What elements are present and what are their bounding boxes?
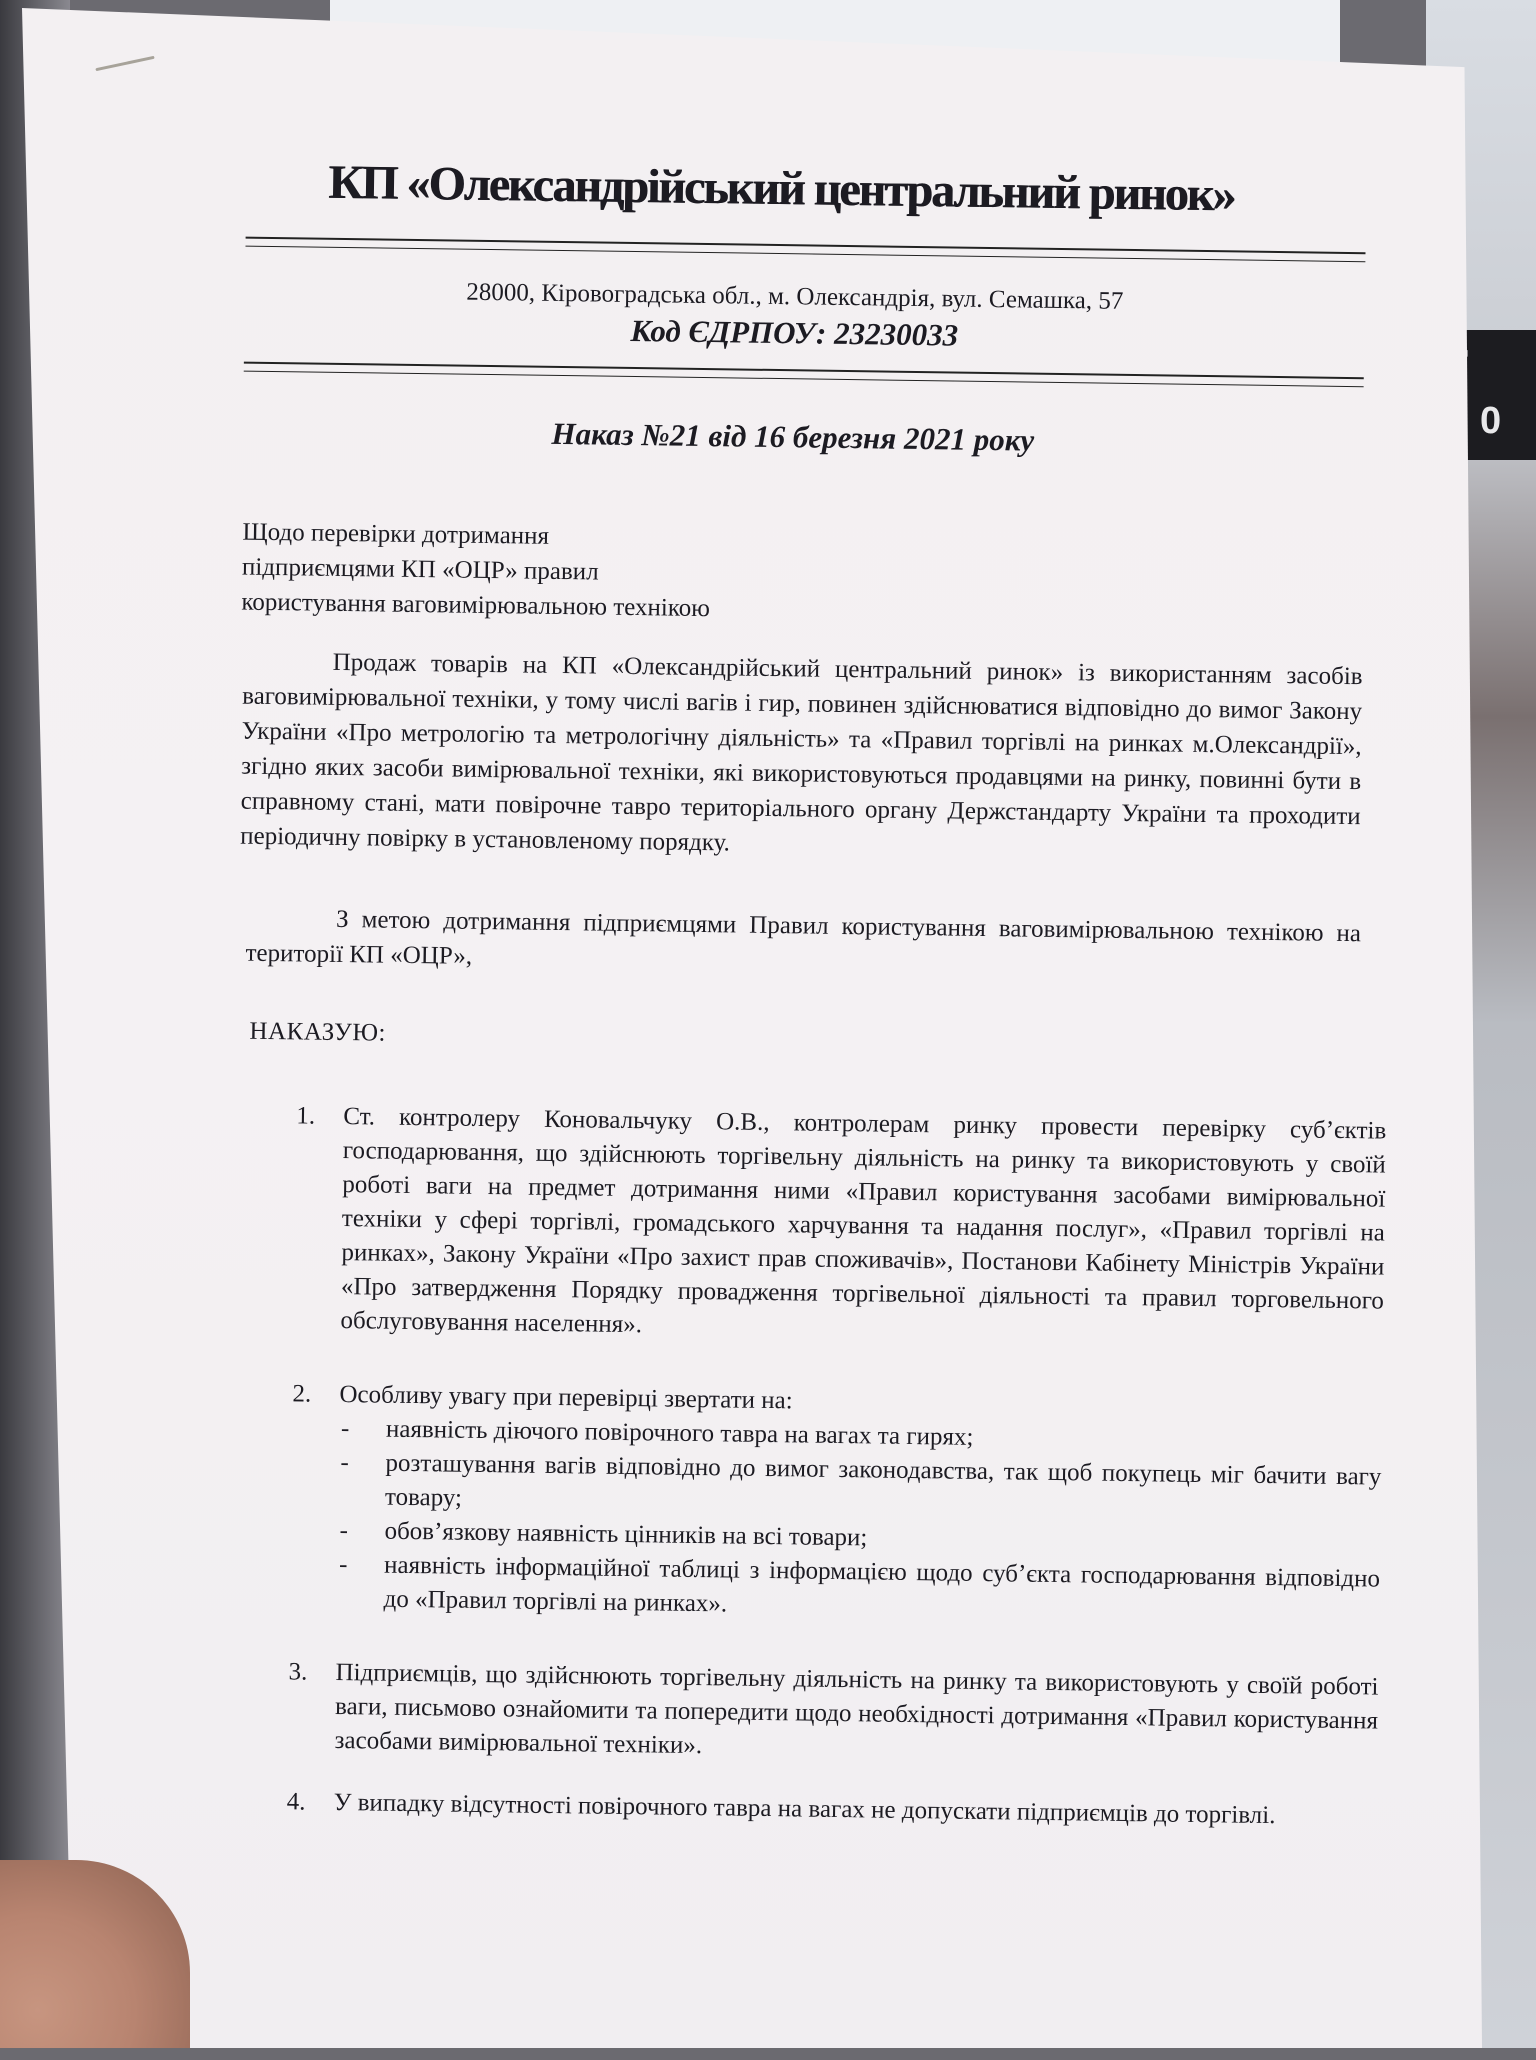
header-rule-thin [245, 246, 1365, 263]
subject-line: користування ваговимірювальною технікою [241, 588, 711, 623]
item-number: 3. [288, 1658, 308, 1686]
edrpou-code: Код ЄДРПОУ: 23230033 [630, 312, 959, 353]
bullet-item: - обов’язкову наявність цінників на всі товари; [337, 1514, 1380, 1563]
subject-line: підприємцями КП «ОЦР» правил [241, 553, 599, 586]
subject-line: Щодо перевірки дотримання [242, 518, 550, 550]
order-item [287, 1785, 1377, 1834]
order-title: Наказ №21 від 16 березня 2021 року [551, 415, 1035, 458]
bullet-item: - розташування вагів відповідно до вимог законодавства, так щоб покупець міг бачити вагу товару; [338, 1446, 1382, 1529]
paragraph-intro: Продаж товарів на КП «Олександрійський центральний ринок» із використанням засобів ваговимірювальної техніки, у тому числі вагів і гир, повинен здійснюватися відповідно до вимог Закону України «Про метрологію та метрологічну діяльність» та «Правил торгівлі на ринках м.Олександрії», згідно яких засоби вимірювальної техніки, які використовуються продавцями на ринку, повинні бути в справному стані, мати повірочне тавро територіального органу Держстандарту України та проходити періодичну повірку в установленому порядку. [240, 648, 1363, 857]
monitor-digit: 0 [1480, 400, 1502, 442]
item-number: 1. [296, 1102, 316, 1130]
item-text: Ст. контролеру Коновальчуку О.В., контролерам ринку провести перевірку суб’єктів господарювання, що здійснюють торгівельну діяльність на ринку та використовують у своїй роботі ваги на предмет дотримання ними «Правил користування засобами вимірювальної техніки у сфері торгівлі, громадського харчування та надання послуг», «Правил торгівлі на ринках», Закону України «Про захист прав споживачів», Постанови Кабінету Міністрів України «Про затвердження Порядку провадження торгівельної діяльності та правил торговельного обслуговування населення». [340, 1103, 1387, 1339]
item-number: 2. [292, 1380, 312, 1408]
paragraph-purpose: З метою дотримання підприємцями Правил користування ваговимірювальною технікою на території КП «ОЦР», [245, 905, 1362, 970]
item-bullets [336, 1412, 1382, 1631]
bullet-item: - наявність діючого повірочного тавра на вагах та гирях; [339, 1412, 1382, 1461]
header-rule-lower [244, 362, 1364, 380]
item-number: 4. [286, 1788, 306, 1816]
company-name: КП «Олександрійський центральний ринок» [327, 155, 1235, 222]
bullet-item: - наявність інформаційної таблиці з інформацією щодо суб’єкта господарювання відповідно до «Правил торгівлі на ринках». [336, 1548, 1380, 1631]
header-rule-lower-thin [244, 371, 1364, 388]
order-item [293, 1099, 1386, 1352]
decree-heading: НАКАЗУЮ: [249, 1017, 387, 1047]
item-text: Особливу увагу при перевірці звертати на: [339, 1381, 793, 1415]
order-subject [241, 515, 711, 627]
order-item [289, 1377, 1382, 1630]
order-items [287, 1099, 1387, 1834]
order-item [287, 1655, 1378, 1772]
item-text: У випадку відсутності повірочного тавра на вагах не допускати підприємців до торгівлі. [333, 1788, 1276, 1830]
item-text: Підприємців, що здійснюють торгівельну діяльність на ринку та використовують у своїй роботі ваги, письмово ознайомити та попередити щодо необхідності дотримання «Правил користування засобами вимірювальної техніки». [334, 1658, 1379, 1760]
company-address: 28000, Кіровоградська обл., м. Олександрія, вул. Семашка, 57 [466, 278, 1124, 315]
header-rule [246, 237, 1366, 255]
